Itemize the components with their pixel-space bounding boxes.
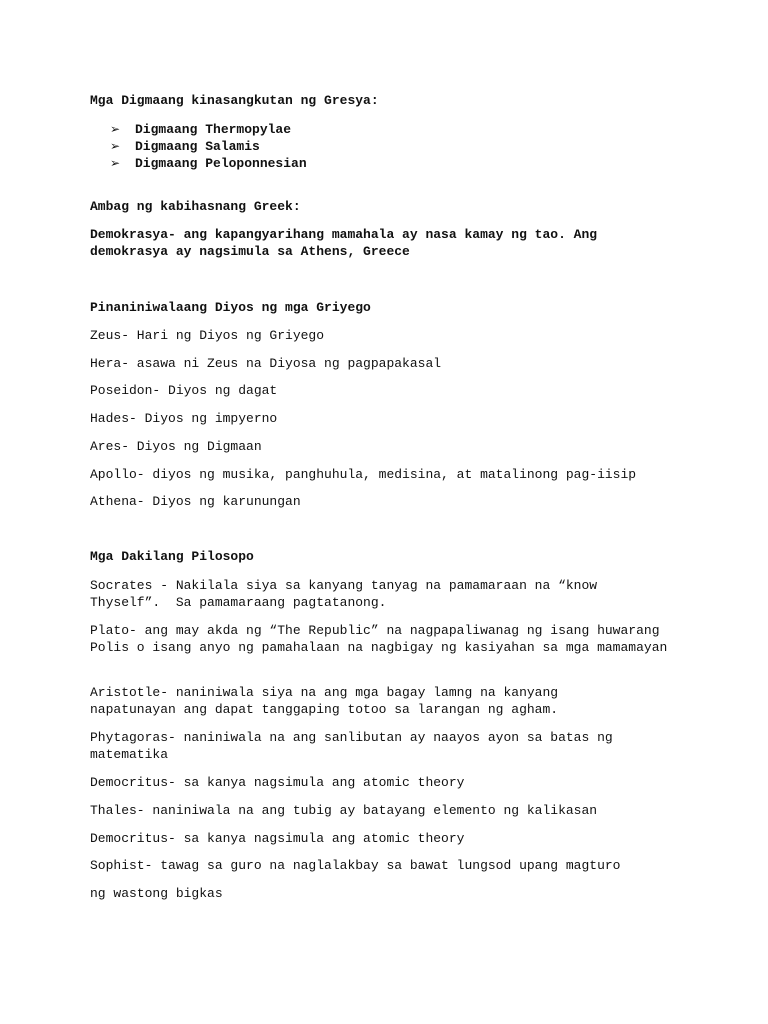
god-item: Poseidon- Diyos ng dagat bbox=[90, 383, 278, 398]
god-item: Hera- asawa ni Zeus na Diyosa ng pagpapakasal bbox=[90, 356, 442, 371]
contribution-heading: Ambag ng kabihasnang Greek: bbox=[90, 199, 301, 214]
arrow-bullet-icon: ➢ bbox=[110, 156, 121, 170]
gods-heading: Pinaniniwalaang Diyos ng mga Griyego bbox=[90, 300, 371, 315]
contribution-text: Demokrasya- ang kapangyarihang mamahala ay nasa kamay ng tao. Ang demokrasya ay nagsimula sa Athens, Greece bbox=[90, 227, 605, 259]
arrow-bullet-icon: ➢ bbox=[110, 122, 121, 136]
philosophers-heading: Mga Dakilang Pilosopo bbox=[90, 549, 254, 564]
philosopher-item: Plato- ang may akda ng “The Republic” na nagpapaliwanag ng isang huwarang Polis o isang anyo ng pamahalaan na nagbigay ng kasiyahan sa mga mamamayan bbox=[90, 623, 668, 655]
god-item: Athena- Diyos ng karunungan bbox=[90, 494, 301, 509]
philosopher-item: Democritus- sa kanya nagsimula ang atomic theory bbox=[90, 775, 465, 790]
god-item: Apollo- diyos ng musika, panghuhula, medisina, at matalinong pag-iisip bbox=[90, 467, 637, 482]
god-item: Ares- Diyos ng Digmaan bbox=[90, 439, 262, 454]
list-item bbox=[110, 121, 307, 138]
war-label: Digmaang Peloponnesian bbox=[135, 156, 307, 171]
philosopher-item: Socrates - Nakilala siya sa kanyang tanyag na pamamaraan na “know Thyself”. Sa pamamaraang pagtatanong. bbox=[90, 578, 605, 610]
philosopher-item: ng wastong bigkas bbox=[90, 886, 223, 901]
philosopher-item: Democritus- sa kanya nagsimula ang atomic theory bbox=[90, 831, 465, 846]
list-item bbox=[110, 138, 307, 155]
wars-heading: Mga Digmaang kinasangkutan ng Gresya: bbox=[90, 93, 379, 108]
list-item bbox=[110, 155, 307, 172]
philosopher-item: Sophist- tawag sa guro na naglalakbay sa bawat lungsod upang magturo bbox=[90, 858, 621, 873]
philosopher-item: Aristotle- naniniwala siya na ang mga bagay lamng na kanyang napatunayan ang dapat tanggaping totoo sa larangan ng agham. bbox=[90, 685, 566, 717]
god-item: Hades- Diyos ng impyerno bbox=[90, 411, 278, 426]
philosopher-item: Phytagoras- naniniwala na ang sanlibutan ay naayos ayon sa batas ng matematika bbox=[90, 730, 621, 762]
arrow-bullet-icon: ➢ bbox=[110, 139, 121, 153]
wars-list bbox=[110, 121, 307, 172]
philosopher-item: Thales- naniniwala na ang tubig ay batayang elemento ng kalikasan bbox=[90, 803, 598, 818]
war-label: Digmaang Salamis bbox=[135, 139, 260, 154]
god-item: Zeus- Hari ng Diyos ng Griyego bbox=[90, 328, 325, 343]
war-label: Digmaang Thermopylae bbox=[135, 122, 292, 137]
